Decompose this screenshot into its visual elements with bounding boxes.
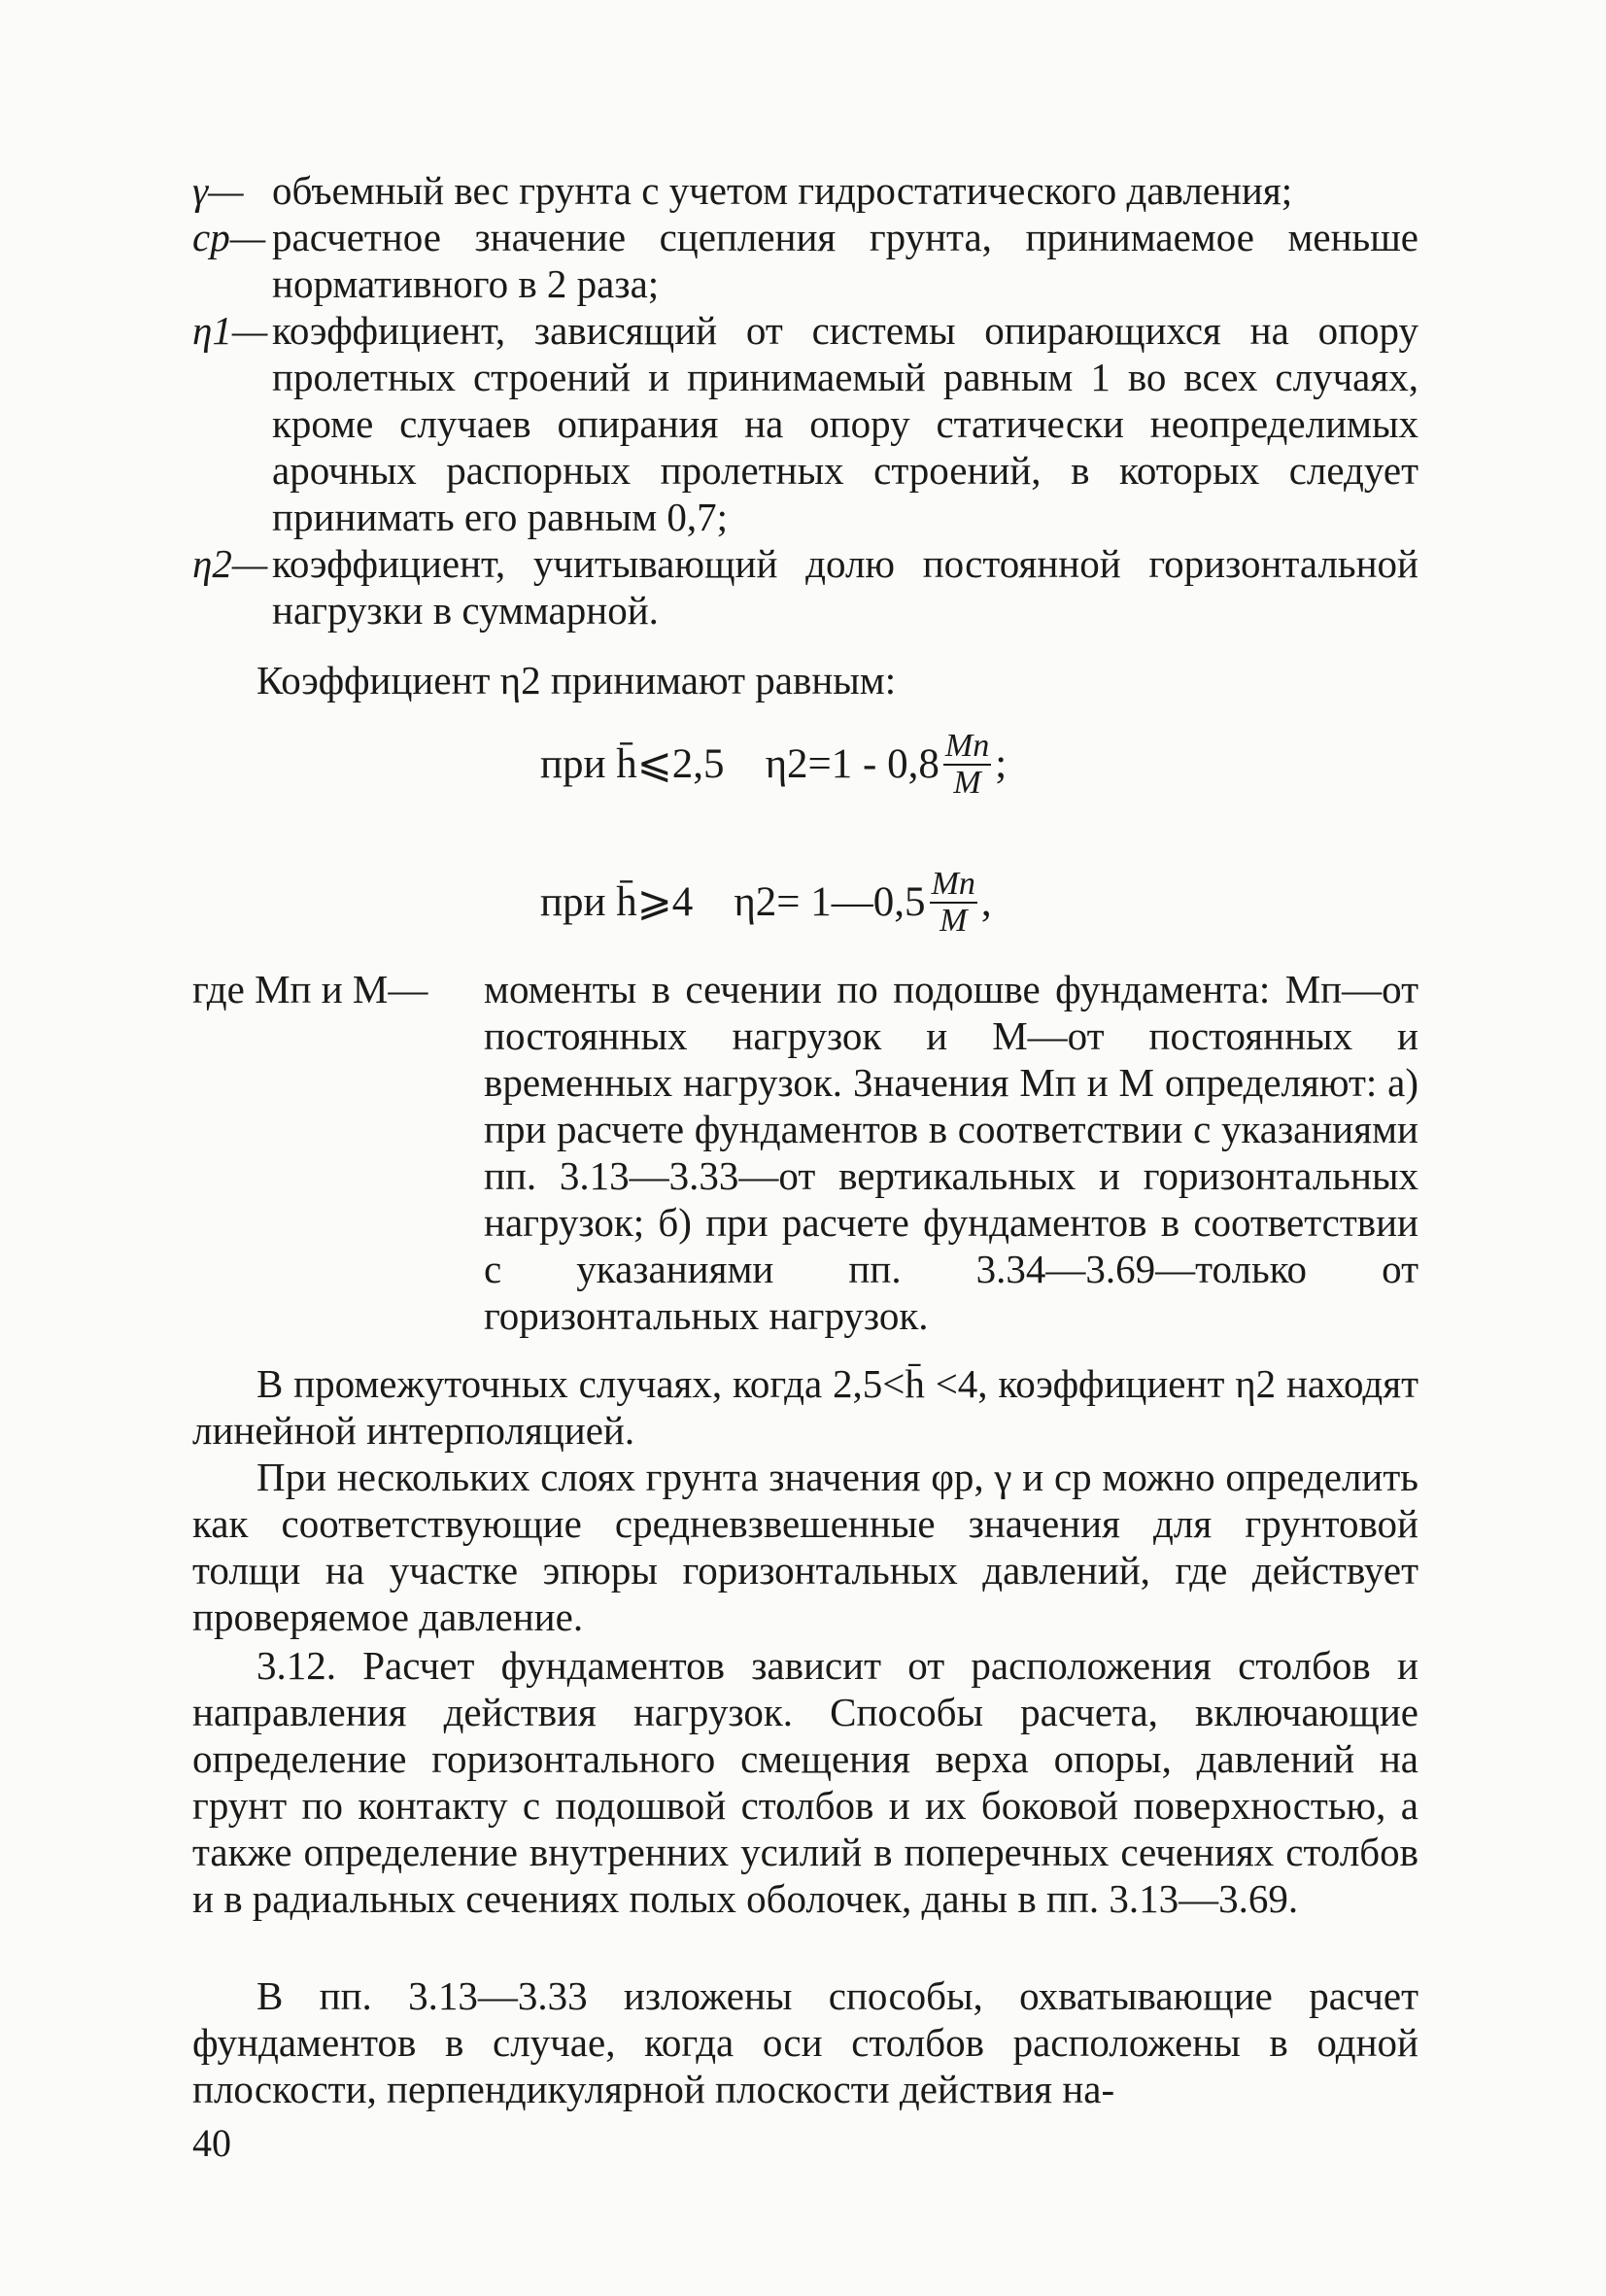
fraction-numerator: Mп (944, 728, 990, 764)
definition-eta1 (192, 307, 1418, 540)
formula-lhs: η2=1 - 0,8 (765, 741, 940, 787)
definition-text: коэффициент, зависящий от системы опирающихся на опору пролетных строений и принимаемый равным 1 во всех случаях, кроме случаев опирания на опору статически неопределимых арочных распорных пролетных строений, в которых следует принимать его равным 0,7; (272, 308, 1418, 539)
definition-symbol: γ— (192, 168, 244, 213)
definition-cp (192, 214, 1418, 307)
definitions-list (192, 167, 1418, 634)
definition-gamma (192, 167, 1418, 214)
definition-text: объемный вес грунта с учетом гидростатического давления; (272, 168, 1293, 213)
definition-eta2 (192, 540, 1418, 634)
coefficient-intro: Коэффициент η2 принимают равным: (256, 658, 897, 703)
formula-condition: при h̄⩽2,5 (540, 741, 725, 787)
paragraph-3-12: 3.12. Расчет фундаментов зависит от расположения столбов и направления действия нагрузок. Способы расчета, включающие определение горизонтального смещения верха опоры, давлений на грунт по контакту с подошвой столбов и их боковой поверхностью, а также определение внутренних усилий в поперечных сечениях столбов и в радиальных сечениях полых оболочек, даны в пп. 3.13—3.69. (192, 1643, 1418, 1921)
formula-end: ; (995, 741, 1008, 787)
definition-symbol: η2— (192, 541, 268, 586)
paragraph-3-13: В пп. 3.13—3.33 изложены способы, охватывающие расчет фундаментов в случае, когда оси столбов расположены в одной плоскости, перпендикулярной плоскости действия на- (192, 1973, 1418, 2111)
where-lead: где Mп и M— (192, 967, 428, 1011)
formula-fraction (930, 867, 977, 939)
definition-symbol: η1— (192, 308, 268, 353)
paragraph-interpolation: В промежуточных случаях, когда 2,5<h̄ <4, коэффициент η2 находят линейной интерполяцией. (192, 1361, 1418, 1453)
definition-symbol: cр— (192, 215, 266, 259)
formula-lhs: η2= 1—0,5 (734, 879, 926, 925)
paragraph-layers: При нескольких слоях грунта значения φр, γ и cр можно определить как соответствующие средневзвешенные значения для грунтовой толщи на участке эпюры горизонтальных давлений, где действует проверяемое давление. (192, 1455, 1418, 1639)
fraction-denominator: M (953, 765, 981, 801)
page-number: 40 (192, 2121, 231, 2165)
formula-fraction (943, 729, 991, 801)
definition-text: расчетное значение сцепления грунта, принимаемое меньше нормативного в 2 раза; (272, 215, 1418, 306)
where-clause (192, 966, 1418, 1339)
fraction-numerator: Mп (931, 866, 975, 902)
where-text: моменты в сечении по подошве фундамента: Mп—от постоянных нагрузок и M—от постоянных и временных нагрузок. Значения Mп и M определяют: а) при расчете фундаментов в соответствии с указаниями пп. 3.13—3.33—от вертикальных и горизонтальных нагрузок; б) при расчете фундаментов в соответствии с указаниями пп. 3.34—3.69—только от горизонтальных нагрузок. (484, 967, 1418, 1338)
definition-text: коэффициент, учитывающий долю постоянной горизонтальной нагрузки в суммарной. (272, 541, 1418, 633)
formula-end: , (980, 879, 992, 925)
formula-condition: при h̄⩾4 (540, 879, 694, 925)
fraction-denominator: M (940, 903, 968, 939)
